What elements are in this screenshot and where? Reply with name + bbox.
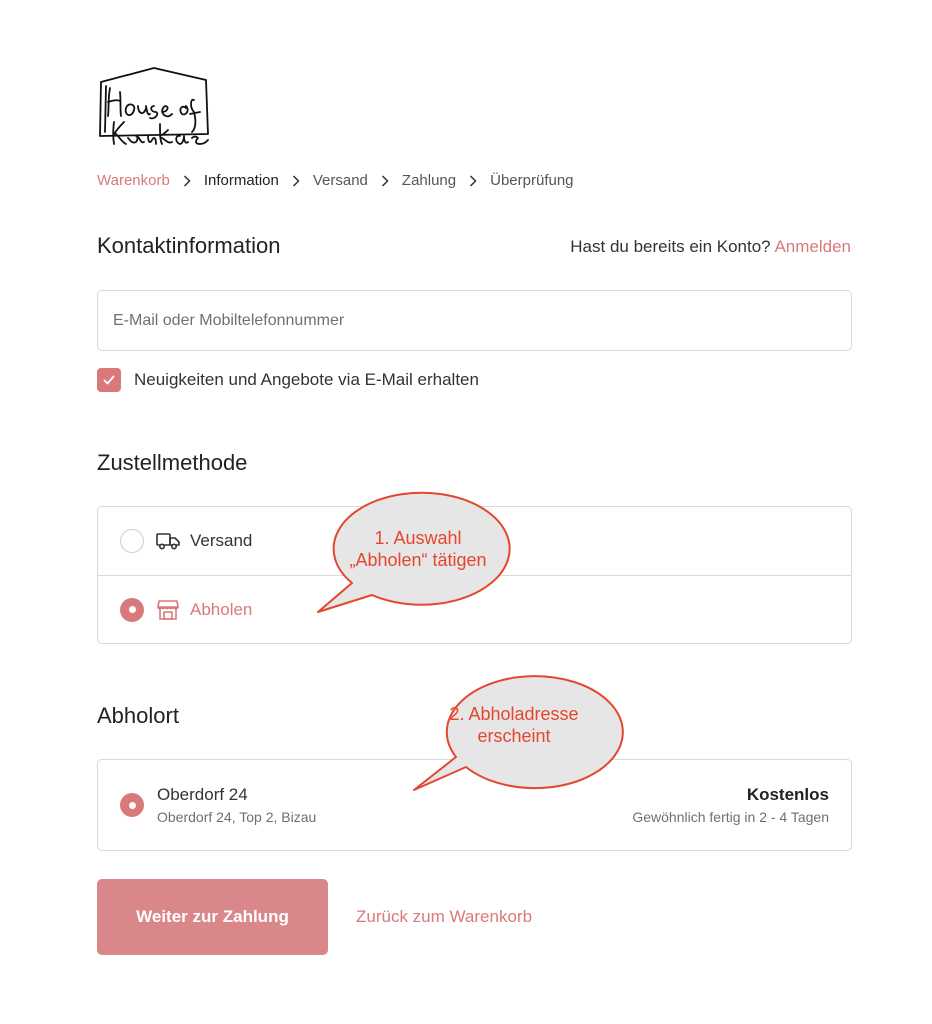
pickup-location-address: Oberdorf 24, Top 2, Bizau	[157, 809, 317, 825]
callout-text-1	[328, 527, 508, 571]
callout-text-2	[424, 703, 604, 747]
breadcrumb-cart-link[interactable]: Warenkorb	[97, 172, 170, 189]
newsletter-label: Neuigkeiten und Angebote via E-Mail erhalten	[134, 370, 479, 389]
breadcrumb-review: Überprüfung	[490, 172, 574, 189]
pickup-ready-time: Gewöhnlich fertig in 2 - 4 Tagen	[632, 809, 829, 825]
callout-2-line-1: 2. Abholadresse	[449, 704, 579, 724]
pickup-label: Abholen	[190, 599, 253, 619]
callout-1-line-2: „Abholen“ tätigen	[349, 550, 487, 570]
continue-to-payment-button[interactable]: Weiter zur Zahlung	[97, 879, 328, 955]
back-to-cart-link[interactable]: Zurück zum Warenkorb	[356, 907, 533, 926]
delivery-heading: Zustellmethode	[97, 450, 248, 475]
pickup-price: Kostenlos	[746, 785, 829, 804]
breadcrumb-information: Information	[203, 172, 279, 189]
contact-heading: Kontaktinformation	[97, 233, 281, 258]
pickup-heading: Abholort	[97, 703, 179, 728]
breadcrumb-payment: Zahlung	[401, 172, 457, 189]
shipping-label: Versand	[190, 531, 253, 550]
account-prompt: Hast du bereits ein Konto?	[570, 237, 771, 256]
pickup-location-name: Oberdorf 24	[157, 785, 248, 804]
callout-1-line-1: 1. Auswahl	[374, 528, 462, 548]
breadcrumb-shipping: Versand	[312, 172, 368, 189]
callout-2-line-2: erscheint	[477, 726, 551, 746]
login-link[interactable]: Anmelden	[774, 237, 851, 256]
